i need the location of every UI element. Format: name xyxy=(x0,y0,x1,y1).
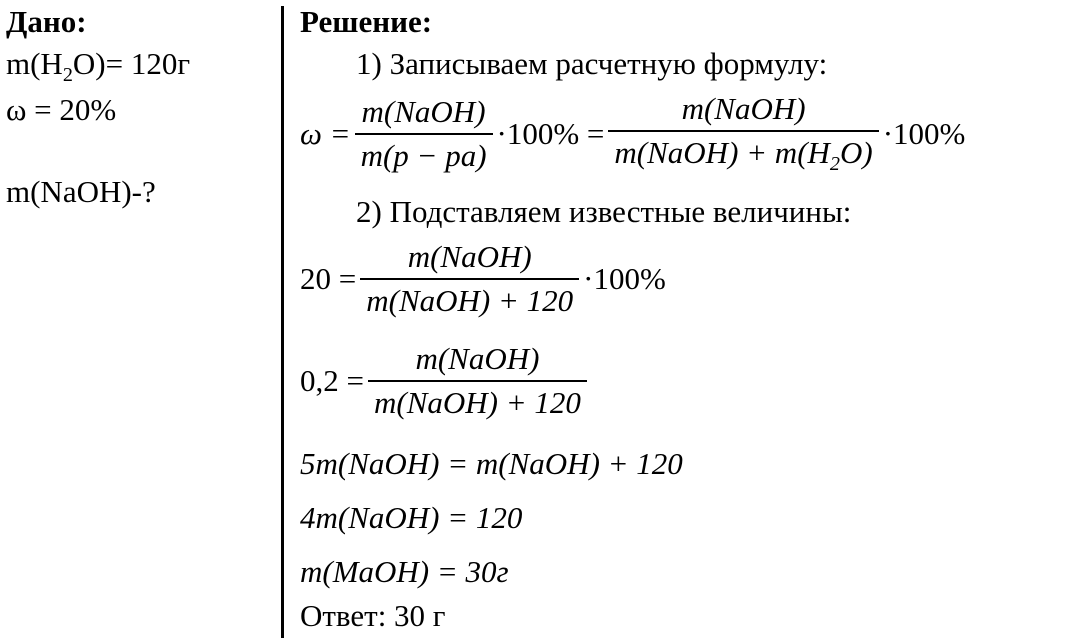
equation-2-lhs: 0,2 = xyxy=(300,363,364,399)
formula-equation xyxy=(300,92,965,175)
formula-fraction-2-denominator xyxy=(608,136,878,175)
vertical-divider xyxy=(281,6,284,638)
formula-fraction-1-numerator: m(NaOH) xyxy=(361,93,486,129)
equation-1-fraction xyxy=(360,240,579,318)
equation-1-lhs: 20 = xyxy=(300,261,357,297)
formula-multiplier-1: ·100% = xyxy=(496,115,605,151)
equation-1 xyxy=(300,240,666,318)
equation-2-fraction xyxy=(368,342,587,420)
fraction-bar xyxy=(355,133,493,135)
step-2-text: 2) Подставляем известные величины: xyxy=(356,194,852,229)
equation-4: 4m(NaOH) = 120 xyxy=(300,500,523,535)
formula-lhs: ω = xyxy=(300,115,351,151)
equation-1-multiplier: ·100% xyxy=(583,261,666,297)
formula-fraction-2 xyxy=(608,92,878,175)
given-water-mass xyxy=(6,46,190,87)
solution-section xyxy=(300,0,1080,644)
step-1-text: 1) Записываем расчетную формулу: xyxy=(356,46,828,81)
fraction-bar xyxy=(368,380,587,382)
fraction-bar xyxy=(608,130,878,132)
formula-multiplier-2: ·100% xyxy=(882,115,966,151)
formula-fraction-2-numerator: m(NaOH) xyxy=(681,91,806,126)
answer-text: Ответ: 30 г xyxy=(300,598,446,633)
given-water-mass-suffix: O)= 120г xyxy=(72,46,191,81)
formula-fraction-2-den-prefix: m(NaOH) + m(H xyxy=(614,135,830,171)
formula-fraction-2-den-suffix: O) xyxy=(840,135,873,171)
equation-1-numerator: m(NaOH) xyxy=(407,239,532,274)
given-water-mass-sub: 2 xyxy=(62,64,73,87)
equation-5: m(MaOH) = 30г xyxy=(300,554,509,589)
equation-3: 5m(NaOH) = m(NaOH) + 120 xyxy=(300,446,683,481)
given-heading: Дано: xyxy=(6,4,87,39)
equation-1-denominator: m(NaOH) + 120 xyxy=(366,283,574,319)
equation-2 xyxy=(300,342,591,420)
given-water-mass-prefix: m(H xyxy=(6,46,63,81)
formula-fraction-1-denominator: m(p − pa) xyxy=(360,137,487,173)
formula-fraction-2-den-sub: 2 xyxy=(829,153,840,176)
equation-2-numerator: m(NaOH) xyxy=(415,341,540,376)
given-mass-fraction: ω = 20% xyxy=(6,92,117,127)
given-unknown: m(NaOH)-? xyxy=(6,174,156,209)
fraction-bar xyxy=(360,278,579,280)
equation-2-denominator: m(NaOH) + 120 xyxy=(373,385,581,421)
solution-heading: Решение: xyxy=(300,4,433,39)
formula-fraction-1 xyxy=(355,95,493,173)
